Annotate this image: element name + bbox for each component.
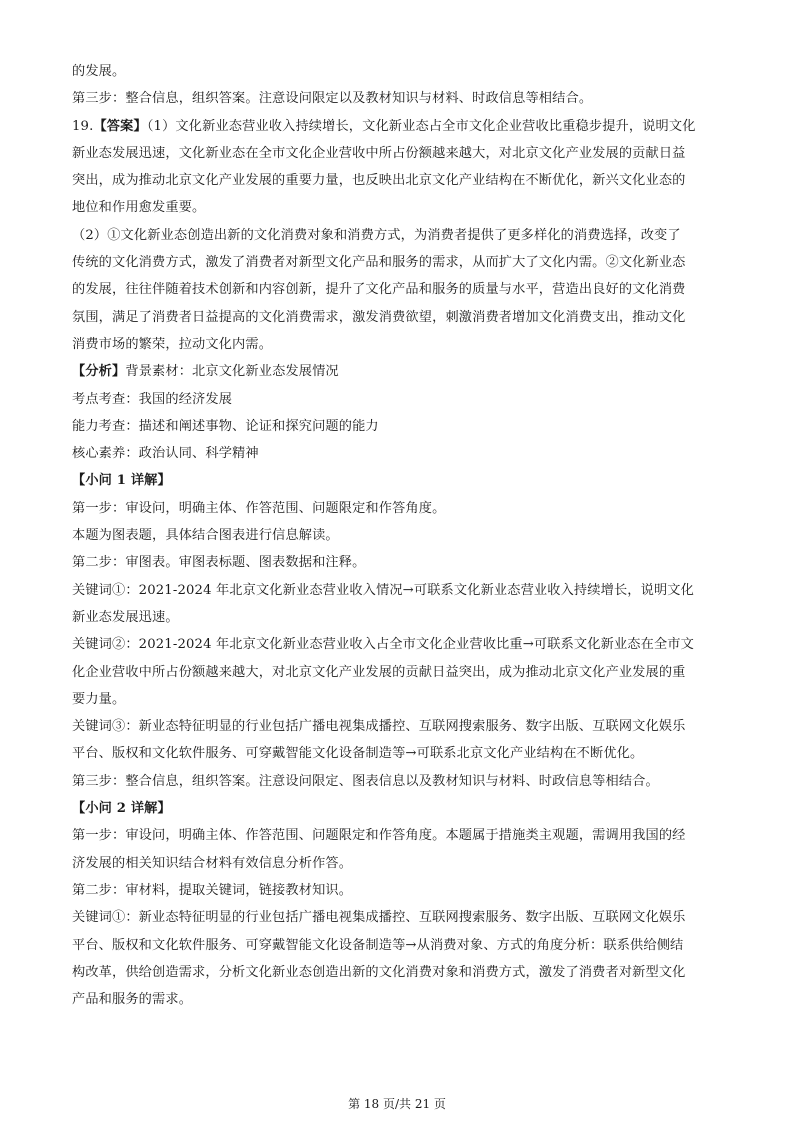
- text-line: [72, 577, 724, 604]
- section-heading: 【答案】: [93, 118, 147, 134]
- line-text: 关键词②：2021-2024 年北京文化新业态营业收入占全市文化企业营收比重→可联系文化新业态在全市文: [72, 637, 694, 653]
- line-text: 新业态发展迅速。: [72, 609, 179, 625]
- text-line: [72, 986, 724, 1013]
- text-line: [72, 822, 724, 849]
- text-line: [72, 631, 724, 658]
- section-heading: 【小问 2 详解】: [72, 801, 171, 817]
- line-text: （2）①文化新业态创造出新的文化消费对象和消费方式，为消费者提供了更多样化的消费选择，改变了: [72, 227, 681, 243]
- line-text: 产品和服务的需求。: [72, 992, 193, 1008]
- line-text: 能力考查：描述和阐述事物、论证和探究问题的能力: [72, 418, 379, 434]
- text-line: [72, 522, 724, 549]
- text-line: [72, 167, 724, 194]
- line-text: 第一步：审设问，明确主体、作答范围、问题限定和作答角度。本题属于措施类主观题，需调用我国的经: [72, 828, 686, 844]
- line-text: 核心素养：政治认同、科学精神: [72, 446, 259, 462]
- text-line: [72, 932, 724, 959]
- text-line: [72, 276, 724, 303]
- text-line: [72, 386, 724, 413]
- line-text: 氛围，满足了消费者日益提高的文化消费需求，激发消费欲望，刺激消费者增加文化消费支出，推动文化: [72, 309, 686, 325]
- line-text: 化企业营收中所占份额越来越大，对北京文化产业发展的贡献日益突出，成为推动北京文化产业发展的重: [72, 664, 686, 680]
- text-line: [72, 877, 724, 904]
- text-line: [72, 795, 724, 822]
- text-line: [72, 768, 724, 795]
- text-line: [72, 58, 724, 85]
- line-text: 考点考查：我国的经济发展: [72, 391, 233, 407]
- line-text: 背景素材：北京文化新业态发展情况: [125, 364, 339, 380]
- line-text: 要力量。: [72, 691, 126, 707]
- document-body: [72, 58, 724, 1013]
- text-line: [72, 113, 724, 140]
- line-text: 消费市场的繁荣，拉动文化内需。: [72, 336, 273, 352]
- line-text: （1）文化新业态营业收入持续增长，文化新业态占全市文化企业营收比重稳步提升，说明文化: [146, 118, 696, 134]
- text-line: [72, 331, 724, 358]
- line-text: 第二步：审图表。审图表标题、图表数据和注释。: [72, 555, 366, 571]
- text-line: [72, 140, 724, 167]
- line-text: 构改革，供给创造需求，分析文化新业态创造出新的文化消费对象和消费方式，激发了消费者对新型文化: [72, 964, 686, 980]
- line-text: 的发展。: [72, 64, 126, 79]
- line-text: 第三步：整合信息，组织答案。注意设问限定以及教材知识与材料、时政信息等相结合。: [72, 91, 593, 107]
- section-heading: 【小问 1 详解】: [72, 473, 171, 489]
- text-line: [72, 194, 724, 221]
- text-line: [72, 904, 724, 931]
- text-line: [72, 549, 724, 576]
- question-number: 19.: [72, 118, 94, 134]
- section-heading: 【分析】: [72, 364, 126, 380]
- line-text: 第二步：审材料，提取关键词，链接教材知识。: [72, 882, 353, 898]
- text-line: [72, 686, 724, 713]
- text-line: [72, 358, 724, 385]
- line-text: 关键词①：2021-2024 年北京文化新业态营业收入情况→可联系文化新业态营业收入持续增长，说明文化: [72, 582, 694, 598]
- text-line: [72, 85, 724, 112]
- text-line: [72, 222, 724, 249]
- text-line: [72, 495, 724, 522]
- text-line: [72, 959, 724, 986]
- text-line: [72, 440, 724, 467]
- line-text: 第三步：整合信息，组织答案。注意设问限定、图表信息以及教材知识与材料、时政信息等相结合。: [72, 773, 659, 789]
- line-text: 传统的文化消费方式，激发了消费者对新型文化产品和服务的需求，从而扩大了文化内需。②文化新业态: [72, 255, 686, 271]
- line-text: 关键词③：新业态特征明显的行业包括广播电视集成播控、互联网搜索服务、数字出版、互联网文化娱乐: [72, 719, 686, 735]
- line-text: 第一步：审设问，明确主体、作答范围、问题限定和作答角度。: [72, 500, 446, 516]
- line-text: 关键词①：新业态特征明显的行业包括广播电视集成播控、互联网搜索服务、数字出版、互联网文化娱乐: [72, 910, 686, 926]
- text-line: [72, 304, 724, 331]
- line-text: 突出，成为推动北京文化产业发展的重要力量，也反映出北京文化产业结构在不断优化，新兴文化业态的: [72, 173, 686, 189]
- text-line: [72, 249, 724, 276]
- text-line: [72, 467, 724, 494]
- line-text: 地位和作用愈发重要。: [72, 200, 206, 216]
- page-footer: 第 18 页/共 21 页: [348, 1097, 446, 1111]
- line-text: 济发展的相关知识结合材料有效信息分析作答。: [72, 855, 353, 871]
- text-line: [72, 713, 724, 740]
- line-text: 平台、版权和文化软件服务、可穿戴智能文化设备制造等→可联系北京文化产业结构在不断优化。: [72, 746, 644, 762]
- line-text: 新业态发展迅速，文化新业态在全市文化企业营收中所占份额越来越大，对北京文化产业发展的贡献日益: [72, 145, 686, 161]
- line-text: 平台、版权和文化软件服务、可穿戴智能文化设备制造等→从消费对象、方式的角度分析：联系供给侧结: [72, 937, 684, 953]
- text-line: [72, 659, 724, 686]
- text-line: [72, 850, 724, 877]
- text-line: [72, 413, 724, 440]
- text-line: [72, 604, 724, 631]
- line-text: 本题为图表题，具体结合图表进行信息解读。: [72, 528, 339, 544]
- line-text: 的发展，往往伴随着技术创新和内容创新，提升了文化产品和服务的质量与水平，营造出良好的文化消费: [72, 282, 686, 298]
- text-line: [72, 740, 724, 767]
